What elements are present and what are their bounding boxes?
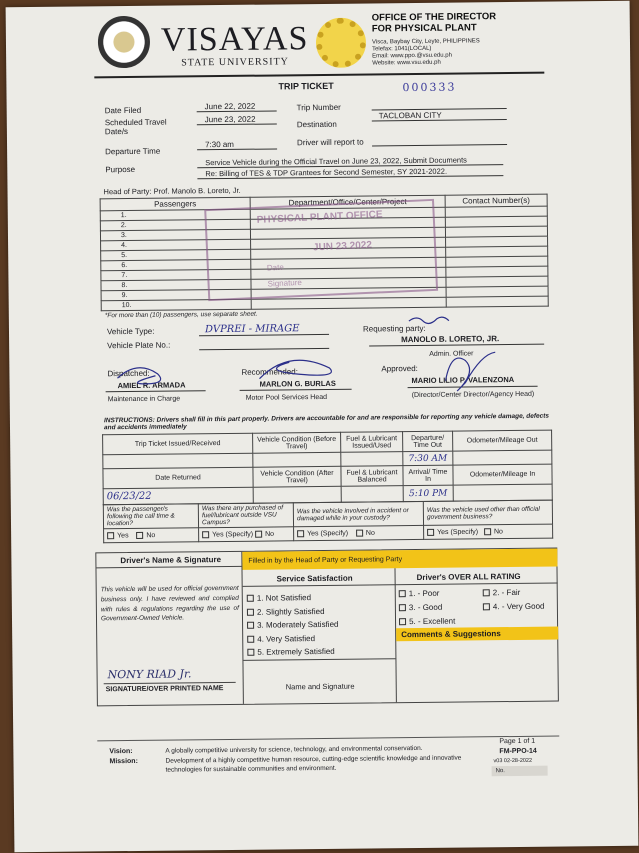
date-returned-value: 06/23/22 <box>103 487 253 505</box>
passenger-row: 9. <box>101 289 251 301</box>
passenger-row: 4. <box>101 239 251 251</box>
approved-name: MARIO LILIO P. VALENZONA <box>411 374 515 386</box>
name-and-signature-label: Name and Signature <box>285 681 355 692</box>
destination-label: Destination <box>296 119 337 130</box>
passenger-row: 7. <box>101 269 251 281</box>
vision-text: A globally competitive university for science, technology, and environmental conservation. <box>165 744 423 755</box>
service-option[interactable]: 3. Moderately Satisfied <box>247 617 395 632</box>
form-title: TRIP TICKET <box>278 80 334 92</box>
trip-ticket-document <box>6 1 639 852</box>
sched-date-value: June 23, 2022 <box>204 114 256 125</box>
requester-initials <box>409 317 449 324</box>
arrival-value: 5:10 PM <box>403 485 453 502</box>
approved-signature <box>445 352 495 391</box>
recommended-signature <box>259 360 331 379</box>
passenger-row: 6. <box>101 259 251 271</box>
time-out-value: 7:30 AM <box>403 451 453 466</box>
office-address: Visca, Baybay City, Leyte, PHILIPPINES <box>371 38 480 46</box>
service-option[interactable]: 4. Very Satisfied <box>247 631 395 646</box>
rating-option[interactable]: 3. - Good <box>399 603 442 612</box>
vehicle-type-label: Vehicle Type: <box>106 326 155 337</box>
filled-by-text: Filled in by the Head of Party or Requesting Party <box>248 556 403 565</box>
recommended-role: Motor Pool Services Head <box>245 393 328 402</box>
requesting-label: Requesting party: <box>362 323 426 334</box>
rating-option[interactable]: 2. - Fair <box>483 588 521 597</box>
dispatched-label: Dispatched: <box>107 368 150 379</box>
passenger-note: *For more than (10) passengers, use separate sheet. <box>104 310 258 320</box>
dispatched-role: Maintenance in Charge <box>107 395 181 404</box>
comments-head: Comments & Suggestions <box>401 629 501 640</box>
recommended-name: MARLON G. BURLAS <box>259 378 336 389</box>
driver-statement: This vehicle will be used for official government business only. I have reviewed and complied with rules & regulations regarding the use of Government-Owned Vehicle. <box>100 584 239 623</box>
office-website: Website: www.vsu.edu.ph <box>372 59 441 67</box>
office-email: Email: www.ppo.@vsu.edu.ph <box>372 52 452 60</box>
rating-option[interactable]: 5. - Excellent <box>399 617 455 627</box>
requesting-role: Admin. Officer <box>429 350 474 358</box>
signature-label: SIGNATURE/OVER PRINTED NAME <box>105 685 224 694</box>
dispatched-name: AMIEL R. ARMADA <box>117 380 186 391</box>
office-title: OFFICE OF THE DIRECTOR FOR PHYSICAL PLANT <box>371 11 497 35</box>
requesting-name: MANOLO B. LORETO, JR. <box>401 334 500 345</box>
departure-label: Departure Time <box>105 146 161 157</box>
passenger-row: 8. <box>101 279 251 291</box>
service-option[interactable]: 5. Extremely Satisfied <box>247 644 395 659</box>
vehicle-plate-label: Vehicle Plate No.: <box>107 340 171 351</box>
head-of-party: Head of Party: Prof. Manolo B. Loreto, Jr. <box>103 185 241 197</box>
signatures-overlay <box>6 1 639 852</box>
recommended-label: Recommended: <box>241 367 298 377</box>
university-name: VISAYAS <box>160 20 309 59</box>
page-number: Page 1 of 1 <box>499 737 536 746</box>
vehicle-type-value: DVPREI - MIRAGE <box>204 323 300 336</box>
passenger-row: 3. <box>100 229 250 241</box>
driver-section-head: Driver's Name & Signature <box>120 555 222 566</box>
instructions-text: INSTRUCTIONS: Drivers shall fill in this part properly. Drivers are accountable for and are responsible for reporting any vehicle damage, defects and accidents immediately <box>103 412 550 432</box>
service-option[interactable]: 1. Not Satisfied <box>247 590 395 605</box>
passenger-row: 5. <box>101 249 251 261</box>
mission-text: Development of a highly competitive human resource, cutting-edge scientific knowledge and innovative technologies for sustainable communities and environment. <box>165 754 462 774</box>
date-filed-label: Date Filed <box>104 105 142 116</box>
form-version: v03 02-28-2022 <box>493 757 533 765</box>
received-stamp: PHYSICAL PLANT OFFICE JUN 23 2022 Date Signature <box>204 199 438 301</box>
date-filed-value: June 22, 2022 <box>204 101 256 112</box>
ticket-number: 000333 <box>402 80 457 95</box>
destination-value: TACLOBAN CITY <box>378 110 442 121</box>
questions-table: Was the passenger/s following the call time & location? Was there any purchased of fuel/lubricant outside VSU Campus? Was the vehicle involved in accident or damaged while in your custody? Was the vehicle used other than official government business? Yes No Yes (Specify) No Yes (Specify) No Yes (Specify) No <box>103 500 553 544</box>
rating-option[interactable]: 4. - Very Good <box>483 602 545 612</box>
rating-option[interactable]: 1. - Poor <box>399 589 440 598</box>
vision-label: Vision: <box>109 748 133 756</box>
col-department: Department/Office/Center/Project <box>250 195 445 209</box>
office-telefax: Telefax: 1041(LOCAL) <box>372 45 432 53</box>
service-satisfaction-head: Service Satisfaction <box>276 573 353 584</box>
approved-label: Approved: <box>381 363 418 374</box>
university-subtitle: STATE UNIVERSITY <box>181 56 289 69</box>
passenger-row: 1. <box>100 209 250 221</box>
passenger-row: 2. <box>100 219 250 231</box>
trip-log-table: Trip Ticket Issued/Received Vehicle Condition (Before Travel) Fuel & Lubricant Issued/Used Departure/ Time Out Odometer/Mileage Out 7:30 AM Date Returned Vehicle Condition (After Travel) Fuel & Lubricant Balanced Arrival/ Time In Odometer/Mileage In 06/23/22 5:10 PM <box>102 430 553 506</box>
col-contact: Contact Number(s) <box>445 194 547 207</box>
purpose-line-2: Re: Billing of TES & TDP Grantees for Second Semester, SY 2021-2022. <box>205 166 448 179</box>
col-passengers: Passengers <box>100 197 250 211</box>
dispatched-signature <box>117 368 160 385</box>
driver-printed-name: NONY RIAD Jr. <box>107 667 192 682</box>
departure-value: 7:30 am <box>204 139 234 150</box>
no-label: No. <box>495 768 505 775</box>
trip-number-label: Trip Number <box>296 102 341 113</box>
passenger-row: 10. <box>101 299 251 311</box>
mission-label: Mission: <box>109 757 138 766</box>
purpose-line-1: Service Vehicle during the Official Travel on June 23, 2022, Submit Documents <box>205 155 467 168</box>
report-label: Driver will report to <box>296 137 364 148</box>
driver-rating-head: Driver's OVER ALL RATING <box>416 571 521 583</box>
approved-role: (Director/Center Director/Agency Head) <box>411 390 535 400</box>
form-code: FM-PPO-14 <box>499 747 537 756</box>
sched-date-label: Scheduled Travel Date/s <box>104 117 167 137</box>
service-option[interactable]: 2. Slightly Satisfied <box>247 604 395 619</box>
purpose-label: Purpose <box>105 164 136 175</box>
